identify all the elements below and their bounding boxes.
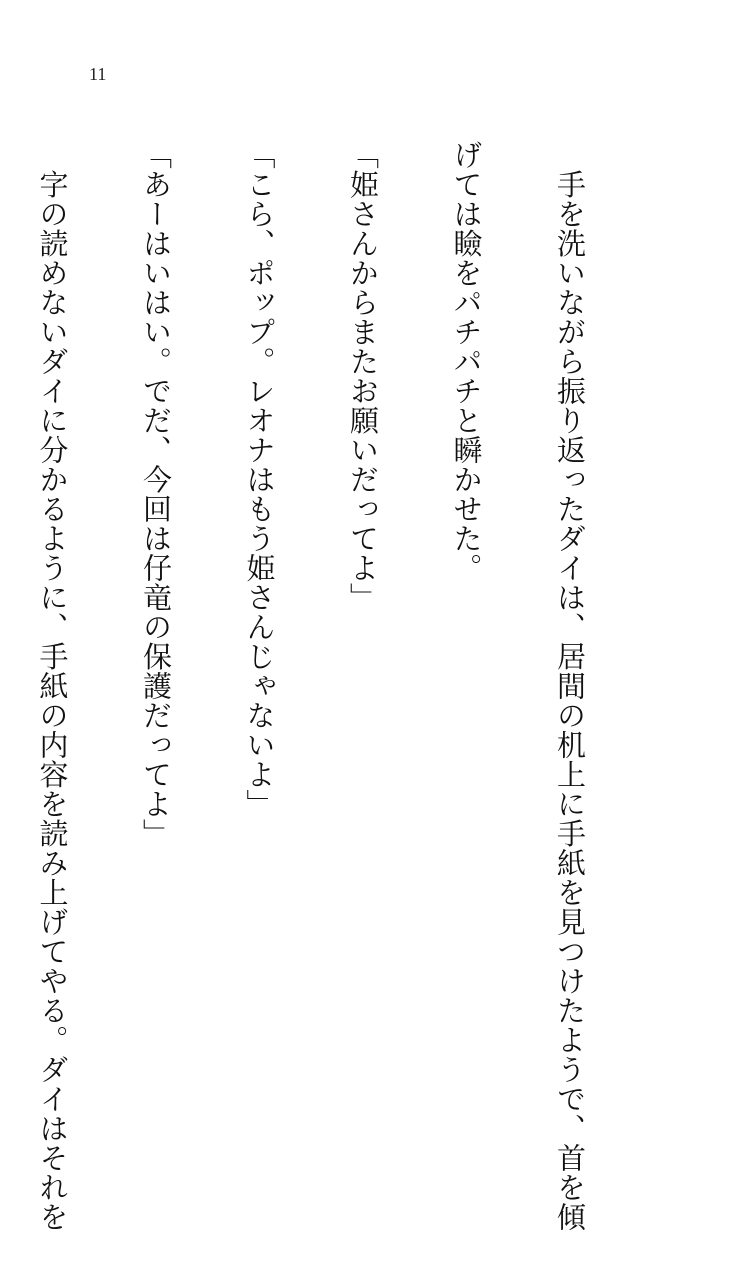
vertical-text-block bbox=[0, 140, 656, 1232]
text-line: 手を洗いながら振り返ったダイは、居間の机上に手紙を見つけたようで、首を傾 bbox=[553, 140, 587, 1232]
page-number: 11 bbox=[89, 64, 107, 84]
text-line: げては瞼をパチパチと瞬かせた。 bbox=[449, 140, 484, 583]
text-line: 「こら、ポップ。レオナはもう姫さんじゃないよ」 bbox=[242, 140, 277, 819]
text-line: 「姫さんからまたお願いだってよ」 bbox=[346, 140, 380, 612]
text-line: 字の読めないダイに分かるように、手紙の内容を読み上げてやる。ダイはそれを bbox=[35, 140, 70, 1232]
text-line: 「あーはいはい。でだ、今回は仔竜の保護だってよ」 bbox=[139, 140, 173, 848]
